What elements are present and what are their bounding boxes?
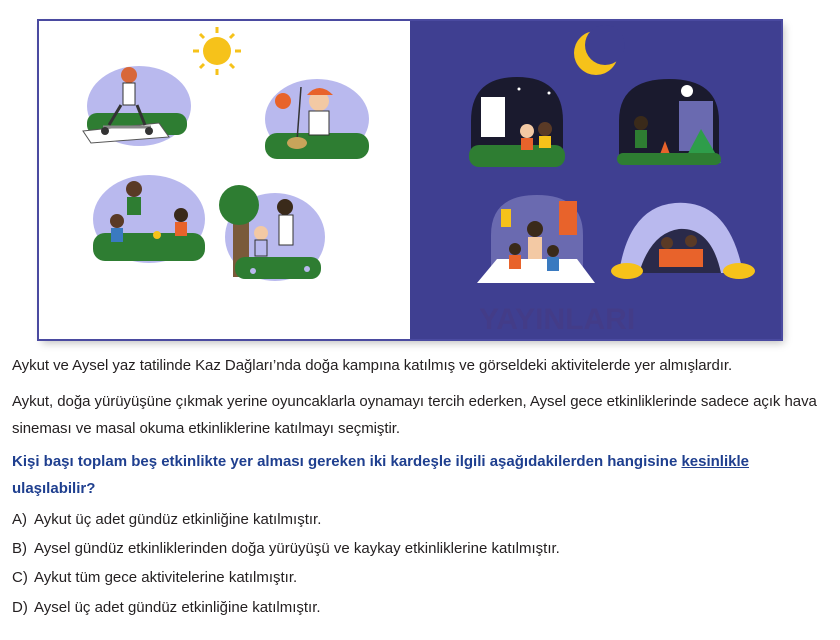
option-letter: C): [12, 569, 28, 586]
rope-swing-scene: [265, 79, 369, 159]
option-c[interactable]: [12, 567, 828, 589]
question-pre: Kişi başı toplam beş etkinlikte yer alması gereken iki kardeşle ilgili aşağıdakilerden hangisine: [12, 453, 682, 470]
activities-illustration: [39, 21, 781, 339]
option-text: Aykut üç adet gündüz etkinliğine katılmıştır.: [34, 511, 322, 528]
option-text: Aysel gündüz etkinliklerinden doğa yürüyüşü ve kaykay etkinliklerine katılmıştır.: [34, 540, 560, 557]
option-d[interactable]: [12, 597, 828, 619]
option-letter: D): [12, 599, 28, 616]
question-emphasis: kesinlikle: [681, 453, 749, 470]
option-b[interactable]: [12, 538, 828, 560]
option-text: Aysel üç adet gündüz etkinliğine katılmıştır.: [34, 599, 321, 616]
toy-play-scene: [93, 175, 205, 263]
option-letter: B): [12, 540, 27, 557]
outdoor-cinema-scene: [469, 77, 565, 167]
day-panel: [39, 21, 410, 339]
condition-paragraph: Aykut, doğa yürüyüşüne çıkmak yerine oyuncaklarla oynamayı tercih ederken, Aysel gece etkinliklerinde sadece açık hava sineması ve masal okuma etkinliklerine katılmayı seçmiştir.: [12, 393, 817, 437]
option-text: Aykut tüm gece aktivitelerine katılmıştır.: [34, 569, 298, 586]
campfire-tent-scene: [617, 79, 721, 165]
option-a[interactable]: [12, 509, 828, 531]
option-letter: A): [12, 511, 27, 528]
intro-paragraph: Aykut ve Aysel yaz tatilinde Kaz Dağları’nda doğa kampına katılmış ve görseldeki aktivitelerde yer almışlardır.: [12, 357, 733, 374]
question-text: [12, 448, 828, 502]
question-post: ulaşılabilir?: [12, 480, 96, 497]
watermark: YAYINLARI: [479, 303, 636, 336]
